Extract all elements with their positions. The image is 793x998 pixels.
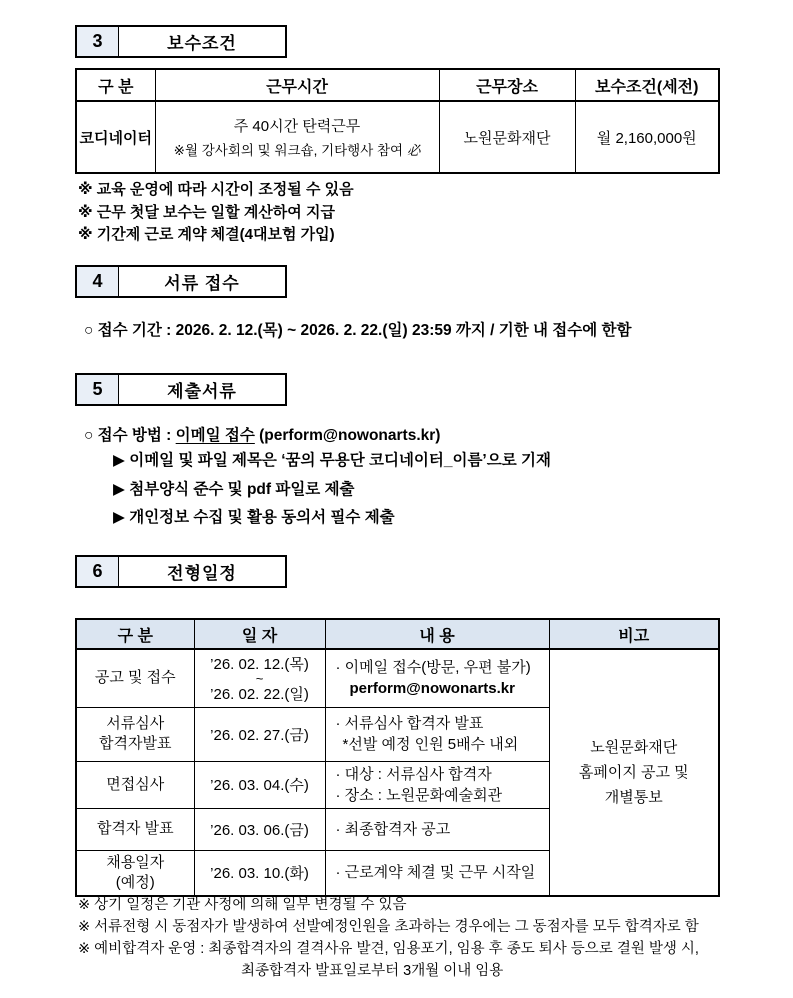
- cell-date: ’26. 03. 10.(화): [194, 850, 325, 896]
- header-workplace: 근무장소: [439, 69, 575, 101]
- submission-email: (perform@nowonarts.kr): [254, 427, 441, 444]
- header-date: 일 자: [194, 619, 325, 649]
- note-line: ※ 기간제 근로 계약 체결(4대보험 가입): [78, 226, 335, 243]
- header-pay: 보수조건(세전): [575, 69, 719, 101]
- date-tilde: ~: [255, 670, 264, 686]
- category-line: (예정): [115, 873, 155, 891]
- hours-note: [156, 139, 439, 159]
- submission-prefix: ○ 접수 방법 :: [84, 427, 176, 444]
- cell-pay: 월 2,160,000원: [575, 101, 719, 173]
- submission-item: ▶ 이메일 및 파일 제목은 ‘꿈의 무용단 코디네이터_이름’으로 기재: [113, 452, 551, 469]
- section-4-title: 서류 접수: [164, 274, 240, 293]
- submission-item: ▶ 개인정보 수집 및 활용 동의서 필수 제출: [113, 509, 395, 526]
- cell-hours: [155, 101, 439, 173]
- section-3-title: 보수조건: [167, 34, 237, 53]
- section-6-number: 6: [77, 557, 119, 586]
- note-line: ※ 교육 운영에 따라 시간이 조정될 수 있음: [78, 181, 354, 198]
- section-5-number: 5: [77, 375, 119, 404]
- note-line: ※ 근무 첫달 보수는 일할 계산하여 지급: [78, 203, 335, 221]
- note-line: ※ 상기 일정은 기관 사정에 의해 일부 변경될 수 있음: [78, 897, 407, 913]
- cell-workplace: 노원문화재단: [439, 101, 575, 173]
- cell-content: [325, 761, 549, 808]
- remark-line: 홈페이지 공고 및: [578, 763, 689, 781]
- date-line: ’26. 02. 12.(목): [210, 655, 309, 673]
- category-line: 서류심사: [106, 715, 165, 732]
- cell-date: ’26. 03. 06.(금): [194, 808, 325, 850]
- schedule-header-row: [76, 619, 719, 649]
- submission-items: [113, 447, 551, 533]
- note-line: ※ 서류전형 시 동점자가 발생하여 선발예정인원을 초과하는 경우에는 그 동점자를 모두 합격자로 함: [78, 919, 699, 935]
- cell-content: [325, 850, 549, 896]
- content-line: · 서류심사 합격자 발표: [335, 715, 484, 732]
- compensation-header-row: [76, 69, 719, 101]
- header-category: 구 분: [76, 619, 194, 649]
- schedule-notes: [78, 894, 699, 982]
- header-hours: 근무시간: [155, 69, 439, 101]
- category-line: 합격자발표: [99, 735, 172, 752]
- cell-date: ’26. 02. 27.(금): [194, 707, 325, 761]
- cell-position: 코디네이터: [76, 101, 155, 173]
- hours-note-text: ※월 강사회의 및 워크숍, 기타행사 참여: [173, 143, 407, 158]
- header-remark: 비고: [549, 619, 719, 649]
- cell-content: [325, 707, 549, 761]
- cell-content: [325, 808, 549, 850]
- cell-category: 합격자 발표: [76, 808, 194, 850]
- cell-category: 면접심사: [76, 761, 194, 808]
- section-4-number: 4: [77, 267, 119, 296]
- remark-line: 개별통보: [604, 788, 663, 806]
- cell-category: 공고 및 접수: [76, 649, 194, 707]
- remark-line: 노원문화재단: [590, 738, 678, 756]
- cell-date: ’26. 03. 04.(수): [194, 761, 325, 808]
- header-category: 구 분: [76, 69, 155, 101]
- hours-note-hanja: 必: [406, 143, 421, 158]
- cell-date: [194, 649, 325, 707]
- reception-period-line: ○ 접수 기간 : 2026. 2. 12.(목) ~ 2026. 2. 22.(일) 23:59 까지 / 기한 내 접수에 한함: [84, 322, 632, 339]
- schedule-row-announcement: [76, 649, 719, 707]
- section-5-header: [75, 373, 287, 406]
- content-line: · 대상 : 서류심사 합격자: [335, 765, 492, 783]
- schedule-table: [75, 618, 720, 897]
- header-content: 내 용: [325, 619, 549, 649]
- compensation-data-row: [76, 101, 719, 173]
- section-6-header: [75, 555, 287, 588]
- section-5-title: 제출서류: [167, 382, 237, 401]
- note-line-continuation: 최종합격자 발표일로부터 3개월 이내 임용: [241, 963, 504, 979]
- submission-method-underlined: 이메일 접수: [175, 427, 255, 444]
- submission-item: ▶ 첨부양식 준수 및 pdf 파일로 제출: [113, 480, 355, 498]
- cell-remark: [549, 649, 719, 896]
- compensation-notes: [78, 179, 354, 247]
- content-email: perform@nowonarts.kr: [349, 680, 515, 698]
- note-line: ※ 예비합격자 운영 : 최종합격자의 결격사유 발견, 임용포기, 임용 후 종도 퇴사 등으로 결원 발생 시,: [78, 941, 699, 957]
- section-4-header: [75, 265, 287, 298]
- hours-main: 주 40시간 탄력근무: [233, 118, 361, 135]
- compensation-table: [75, 68, 720, 174]
- cell-content: [325, 649, 549, 707]
- content-line: · 장소 : 노원문화예술회관: [335, 786, 503, 804]
- submission-method-line: [84, 423, 440, 445]
- cell-category: [76, 850, 194, 896]
- section-6-title: 전형일정: [167, 564, 237, 583]
- content-line: · 최종합격자 공고: [335, 820, 451, 838]
- content-line: *선발 예정 인원 5배수 내외: [342, 736, 519, 753]
- section-3-number: 3: [77, 27, 119, 56]
- cell-category: [76, 707, 194, 761]
- section-3-header: [75, 25, 287, 58]
- category-line: 채용일자: [106, 853, 165, 871]
- date-line: ’26. 02. 22.(일): [210, 685, 309, 703]
- content-line: · 근로계약 체결 및 근무 시작일: [335, 864, 536, 881]
- content-line: · 이메일 접수(방문, 우편 불가): [335, 659, 531, 677]
